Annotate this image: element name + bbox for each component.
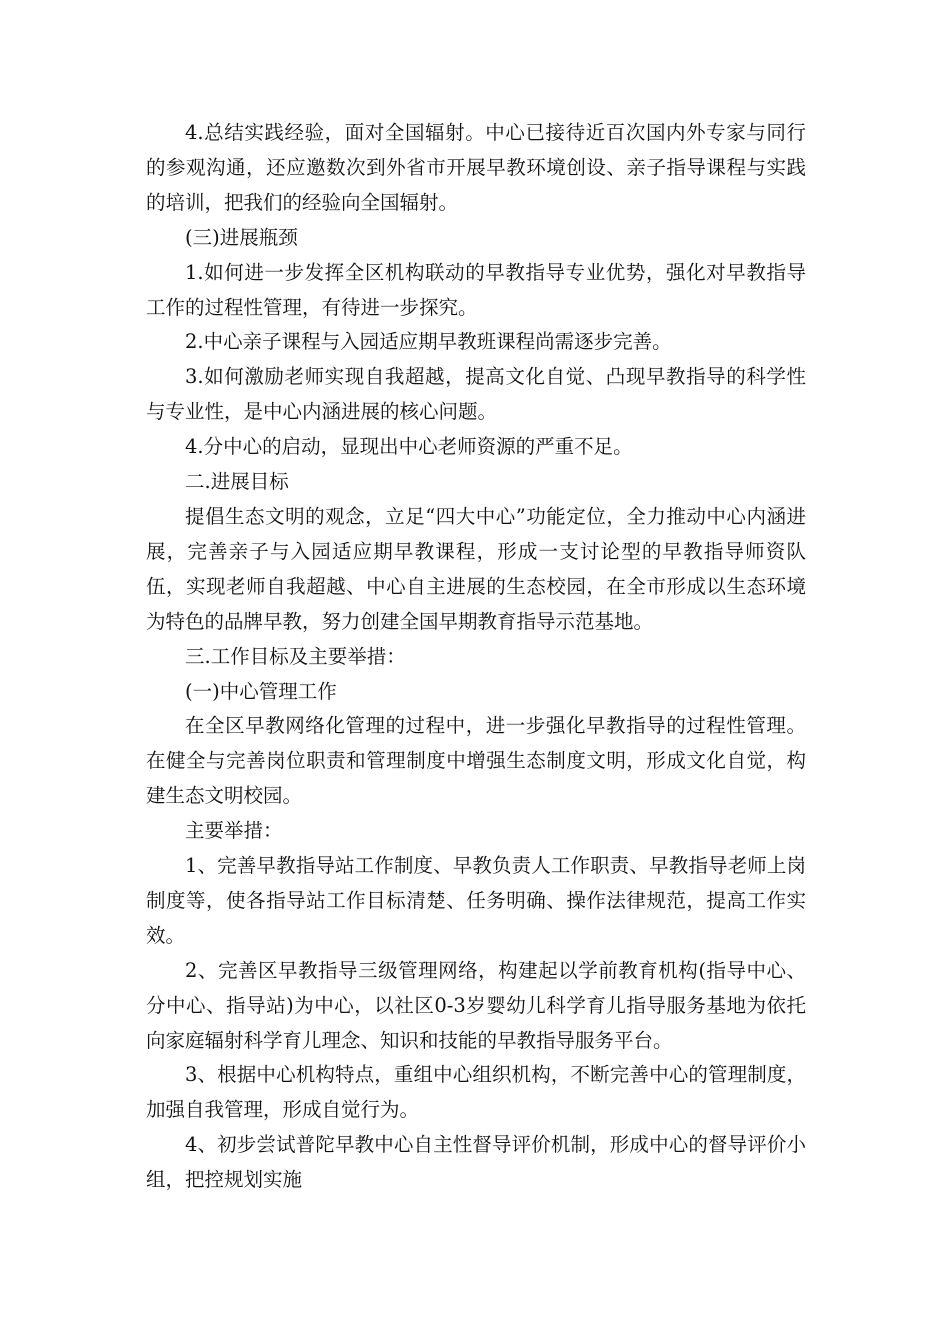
paragraph-development-goals: 提倡生态文明的观念，立足“四大中心”功能定位，全力推动中心内涵进展，完善亲子与入园适应期早教课程，形成一支讨论型的早教指导师资队伍，实现老师自我超越、中心自主进展的生态校园，在全市形成以生态环境为特色的品牌早教，努力创建全国早期教育指导示范基地。 bbox=[146, 504, 806, 633]
document-body bbox=[146, 116, 806, 1198]
paragraph-measure-2: 2、完善区早教指导三级管理网络，构建起以学前教育机构(指导中心、分中心、指导站)为中心，以社区0-3岁婴幼儿科学育儿指导服务基地为依托向家庭辐射科学育儿理念、知识和技能的早教指导服务平台。 bbox=[146, 958, 806, 1052]
paragraph-measure-3: 3、根据中心机构特点，重组中心组织机构，不断完善中心的管理制度，加强自我管理，形成自觉行为。 bbox=[146, 1063, 806, 1122]
paragraph-bottleneck-3: 3.如何激励老师实现自我超越，提高文化自觉、凸现早教指导的科学性与专业性，是中心内涵进展的核心问题。 bbox=[146, 365, 806, 424]
paragraph-bottleneck-1: 1.如何进一步发挥全区机构联动的早教指导专业优势，强化对早教指导工作的过程性管理，有待进一步探究。 bbox=[146, 260, 806, 319]
paragraph-measure-1: 1、完善早教指导站工作制度、早教负责人工作职责、早教指导老师上岗制度等，使各指导站工作目标清楚、任务明确、操作法律规范，提高工作实效。 bbox=[146, 854, 806, 947]
heading-development-goals: 二.进展目标 bbox=[185, 470, 289, 494]
paragraph-bottleneck-2: 2.中心亲子课程与入园适应期早教班课程尚需逐步完善。 bbox=[185, 330, 672, 354]
heading-work-goals-measures: 三.工作目标及主要举措： bbox=[185, 644, 406, 668]
heading-development-bottleneck: (三)进展瓶颈 bbox=[185, 225, 298, 249]
paragraph-practice-experience: 4.总结实践经验，面对全国辐射。中心已接待近百次国内外专家与同行的参观沟通，还应邀数次到外省市开展早教环境创设、亲子指导课程与实践的培训，把我们的经验向全国辐射。 bbox=[146, 121, 806, 214]
heading-center-management: (一)中心管理工作 bbox=[185, 679, 337, 703]
paragraph-center-management: 在全区早教网络化管理的过程中，进一步强化早教指导的过程性管理。在健全与完善岗位职责和管理制度中增强生态制度文明，形成文化自觉，构建生态文明校园。 bbox=[146, 714, 806, 808]
paragraph-measure-4: 4、初步尝试普陀早教中心自主性督导评价机制，形成中心的督导评价小组，把控规划实施 bbox=[146, 1133, 806, 1192]
heading-main-measures: 主要举措： bbox=[185, 819, 283, 843]
paragraph-bottleneck-4: 4.分中心的启动，显现出中心老师资源的严重不足。 bbox=[185, 435, 633, 459]
